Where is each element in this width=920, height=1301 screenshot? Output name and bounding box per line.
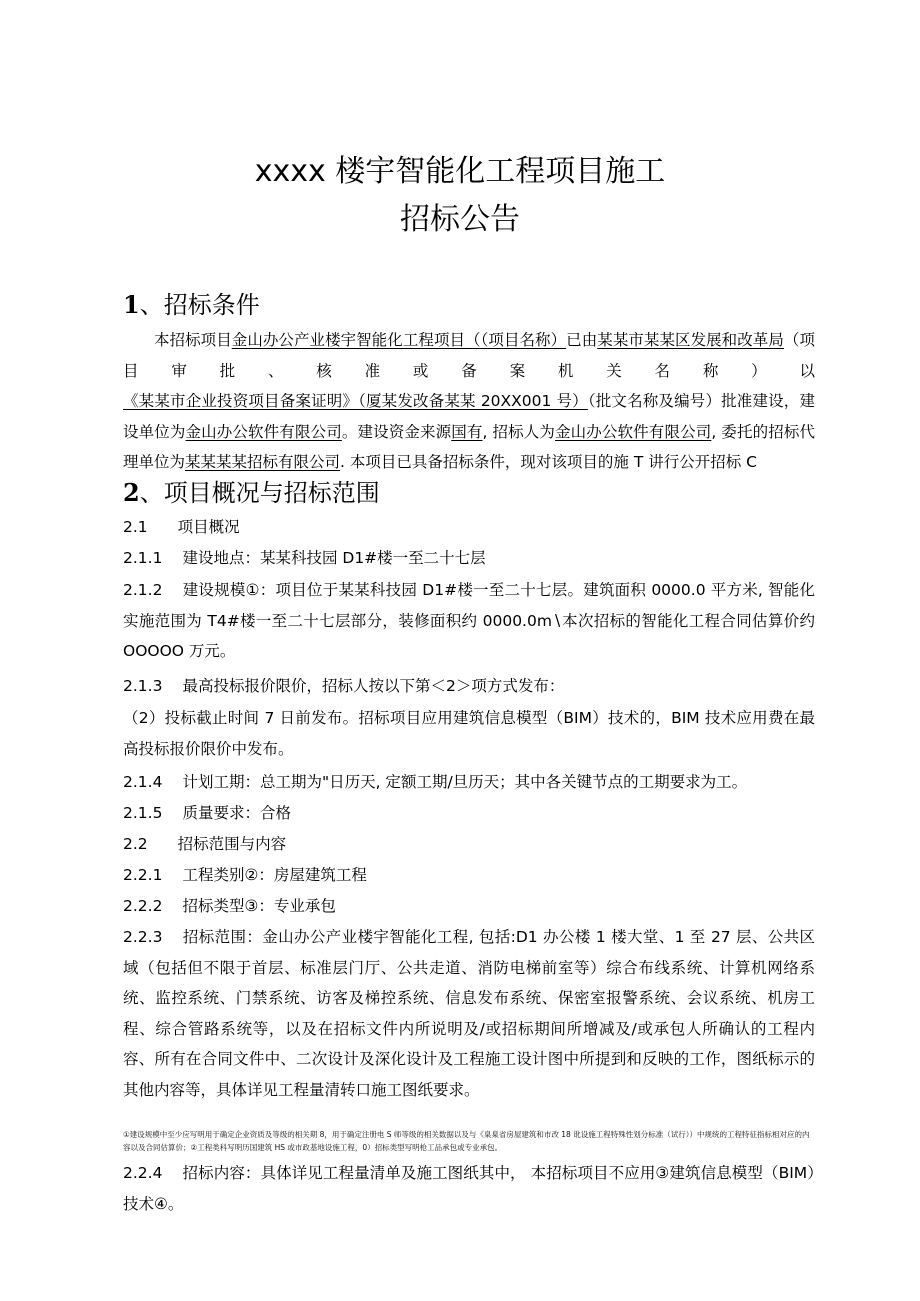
project-name: 金山办公产业楼宇智能化工程项目（（项目名称） bbox=[231, 331, 567, 349]
item-text: 最高投标报价限价，招标人按以下第＜2＞项方式发布： bbox=[182, 677, 565, 695]
item-2-2-3 bbox=[123, 922, 815, 1105]
section-2-heading bbox=[123, 476, 380, 510]
text-run: （项目审批、核准或备案机关名称）以 bbox=[123, 331, 815, 380]
title-line-1: xxxx 楼宇智能化工程项目施工 bbox=[254, 154, 666, 189]
item-number: 2.1.2 bbox=[123, 581, 163, 599]
item-2-1-5 bbox=[123, 798, 291, 828]
section-1-title: 、招标条件 bbox=[139, 291, 260, 319]
item-number: 2.1.3 bbox=[123, 677, 163, 695]
tenderer: 金山办公软件有限公司 bbox=[555, 422, 712, 441]
section-1-number: 1 bbox=[123, 290, 140, 319]
item-2-1-3-note: （2）投标截止时间 7 日前发布。招标项目应用建筑信息模型（BIM）技术的，BIM 技术应用费在最高投标报价限价中发布。 bbox=[123, 709, 815, 758]
text-run: 已由 bbox=[566, 331, 598, 349]
item-number: 2.1.1 bbox=[123, 549, 163, 567]
item-2-2-4 bbox=[123, 1158, 815, 1219]
text-run: 本招标项目 bbox=[154, 331, 232, 349]
item-2-2 bbox=[123, 829, 286, 859]
text-run: , 招标人为 bbox=[482, 422, 556, 441]
item-number: 2.1.4 bbox=[123, 773, 163, 791]
item-text: 招标范围：金山办公产业楼宇智能化工程, 包括:D1 办公楼 1 楼大堂、1 至 27 层、公共区域（包括但不限于首层、标准层门厅、公共走道、消防电梯前室等）综合布线系统、计算机网络系统、监控系统、门禁系统、访客及梯控系统、信息发布系统、保密室报警系统、会议系统、机房工程、综合管路系统等，以及在招标文件内所说明及/或招标期间所增减及/或承包人所确认的工程内容、所有在合同文件中、二次设计及深化设计及工程施工设计图中所提到和反映的工作，图纸标示的其他内容等，具体详见工程量清转口施工图纸要求。 bbox=[123, 928, 815, 1099]
text-run: 。建设资金来源 bbox=[341, 422, 452, 441]
item-text: 招标内容：具体详见工程量清单及施工图纸其中， 本招标项目不应用③建筑信息模型（BIM）技术④。 bbox=[123, 1164, 815, 1213]
section-1-paragraph bbox=[123, 325, 815, 478]
item-text: 建设规模①：项目位于某某科技园 D1#楼一至二十七层。建筑面积 0000.0 平方米, 智能化实施范围为 T4#楼一至二十七层部分，装修面积约 0000.0m∖本次招标的智能化工程合同估算价约 OOOOO 万元。 bbox=[123, 581, 815, 660]
item-number: 2.2.1 bbox=[123, 866, 163, 884]
item-text: 招标类型③：专业承包 bbox=[182, 897, 336, 915]
item-text: 建设地点：某某科技园 D1#楼一至二十七层 bbox=[182, 549, 486, 567]
text-run: （批文名称及编号）批准建设，建设单位为 bbox=[123, 392, 815, 441]
approval-authority: 某某市某某区发展和改革局 bbox=[597, 331, 784, 349]
item-number: 2.2.4 bbox=[123, 1164, 163, 1182]
footnote: ①建设规模中至少应写明用于确定企业资质及等级的相关期 8，用于确定注册电 S 师等级的相关数据以及与《臬臬省房屋建筑和市改 18 讹设施工程特殊性划分标准（试行））中规统的工程特征指标相对应的内容以及合同估算价；②工程类科写明历国建筑 HS 或市政基地设施工程，0）招标类型写明枪工品承包或专业承包。 bbox=[123, 1130, 810, 1152]
item-2-2-1 bbox=[123, 860, 367, 890]
approval-document: 《某某市企业投资项目备案证明》（厦某发改备某某 20XX001 号） bbox=[123, 392, 588, 410]
item-number: 2.1 bbox=[123, 518, 148, 536]
item-text: 计划工期：总工期为"日历天, 定额工期/旦历天；其中各关键节点的工期要求为工。 bbox=[182, 773, 748, 791]
item-number: 2.2.3 bbox=[123, 928, 163, 946]
section-2-number: 2 bbox=[123, 478, 140, 507]
item-text: 质量要求：合格 bbox=[182, 804, 291, 822]
tender-agency: 某某某某招标有限公司 bbox=[185, 453, 341, 471]
section-1-heading bbox=[123, 288, 260, 322]
item-2-1-3 bbox=[123, 671, 564, 701]
construction-unit: 金山办公软件有限公司 bbox=[185, 422, 342, 441]
item-number: 2.2 bbox=[123, 835, 148, 853]
item-2-1-4 bbox=[123, 767, 747, 797]
item-number: 2.1.5 bbox=[123, 804, 163, 822]
text-run: , 委托的招标代理单位为 bbox=[123, 422, 815, 471]
item-2-2-2 bbox=[123, 891, 336, 921]
item-2-1-2 bbox=[123, 575, 815, 667]
title-line-2: 招标公告 bbox=[400, 202, 520, 237]
item-text: 工程类别②：房屋建筑工程 bbox=[182, 866, 367, 884]
section-2-title: 、项目概况与招标范围 bbox=[139, 479, 380, 507]
item-2-1-1 bbox=[123, 543, 486, 573]
item-text: 项目概况 bbox=[177, 518, 240, 536]
fund-source: 国有 bbox=[451, 422, 483, 441]
item-2-1 bbox=[123, 512, 240, 542]
text-run: . 本项目已具备招标条件，现对该项目的施 T 讲行公开招标 C bbox=[340, 453, 757, 471]
item-number: 2.2.2 bbox=[123, 897, 163, 915]
item-text: 招标范围与内容 bbox=[177, 835, 287, 853]
